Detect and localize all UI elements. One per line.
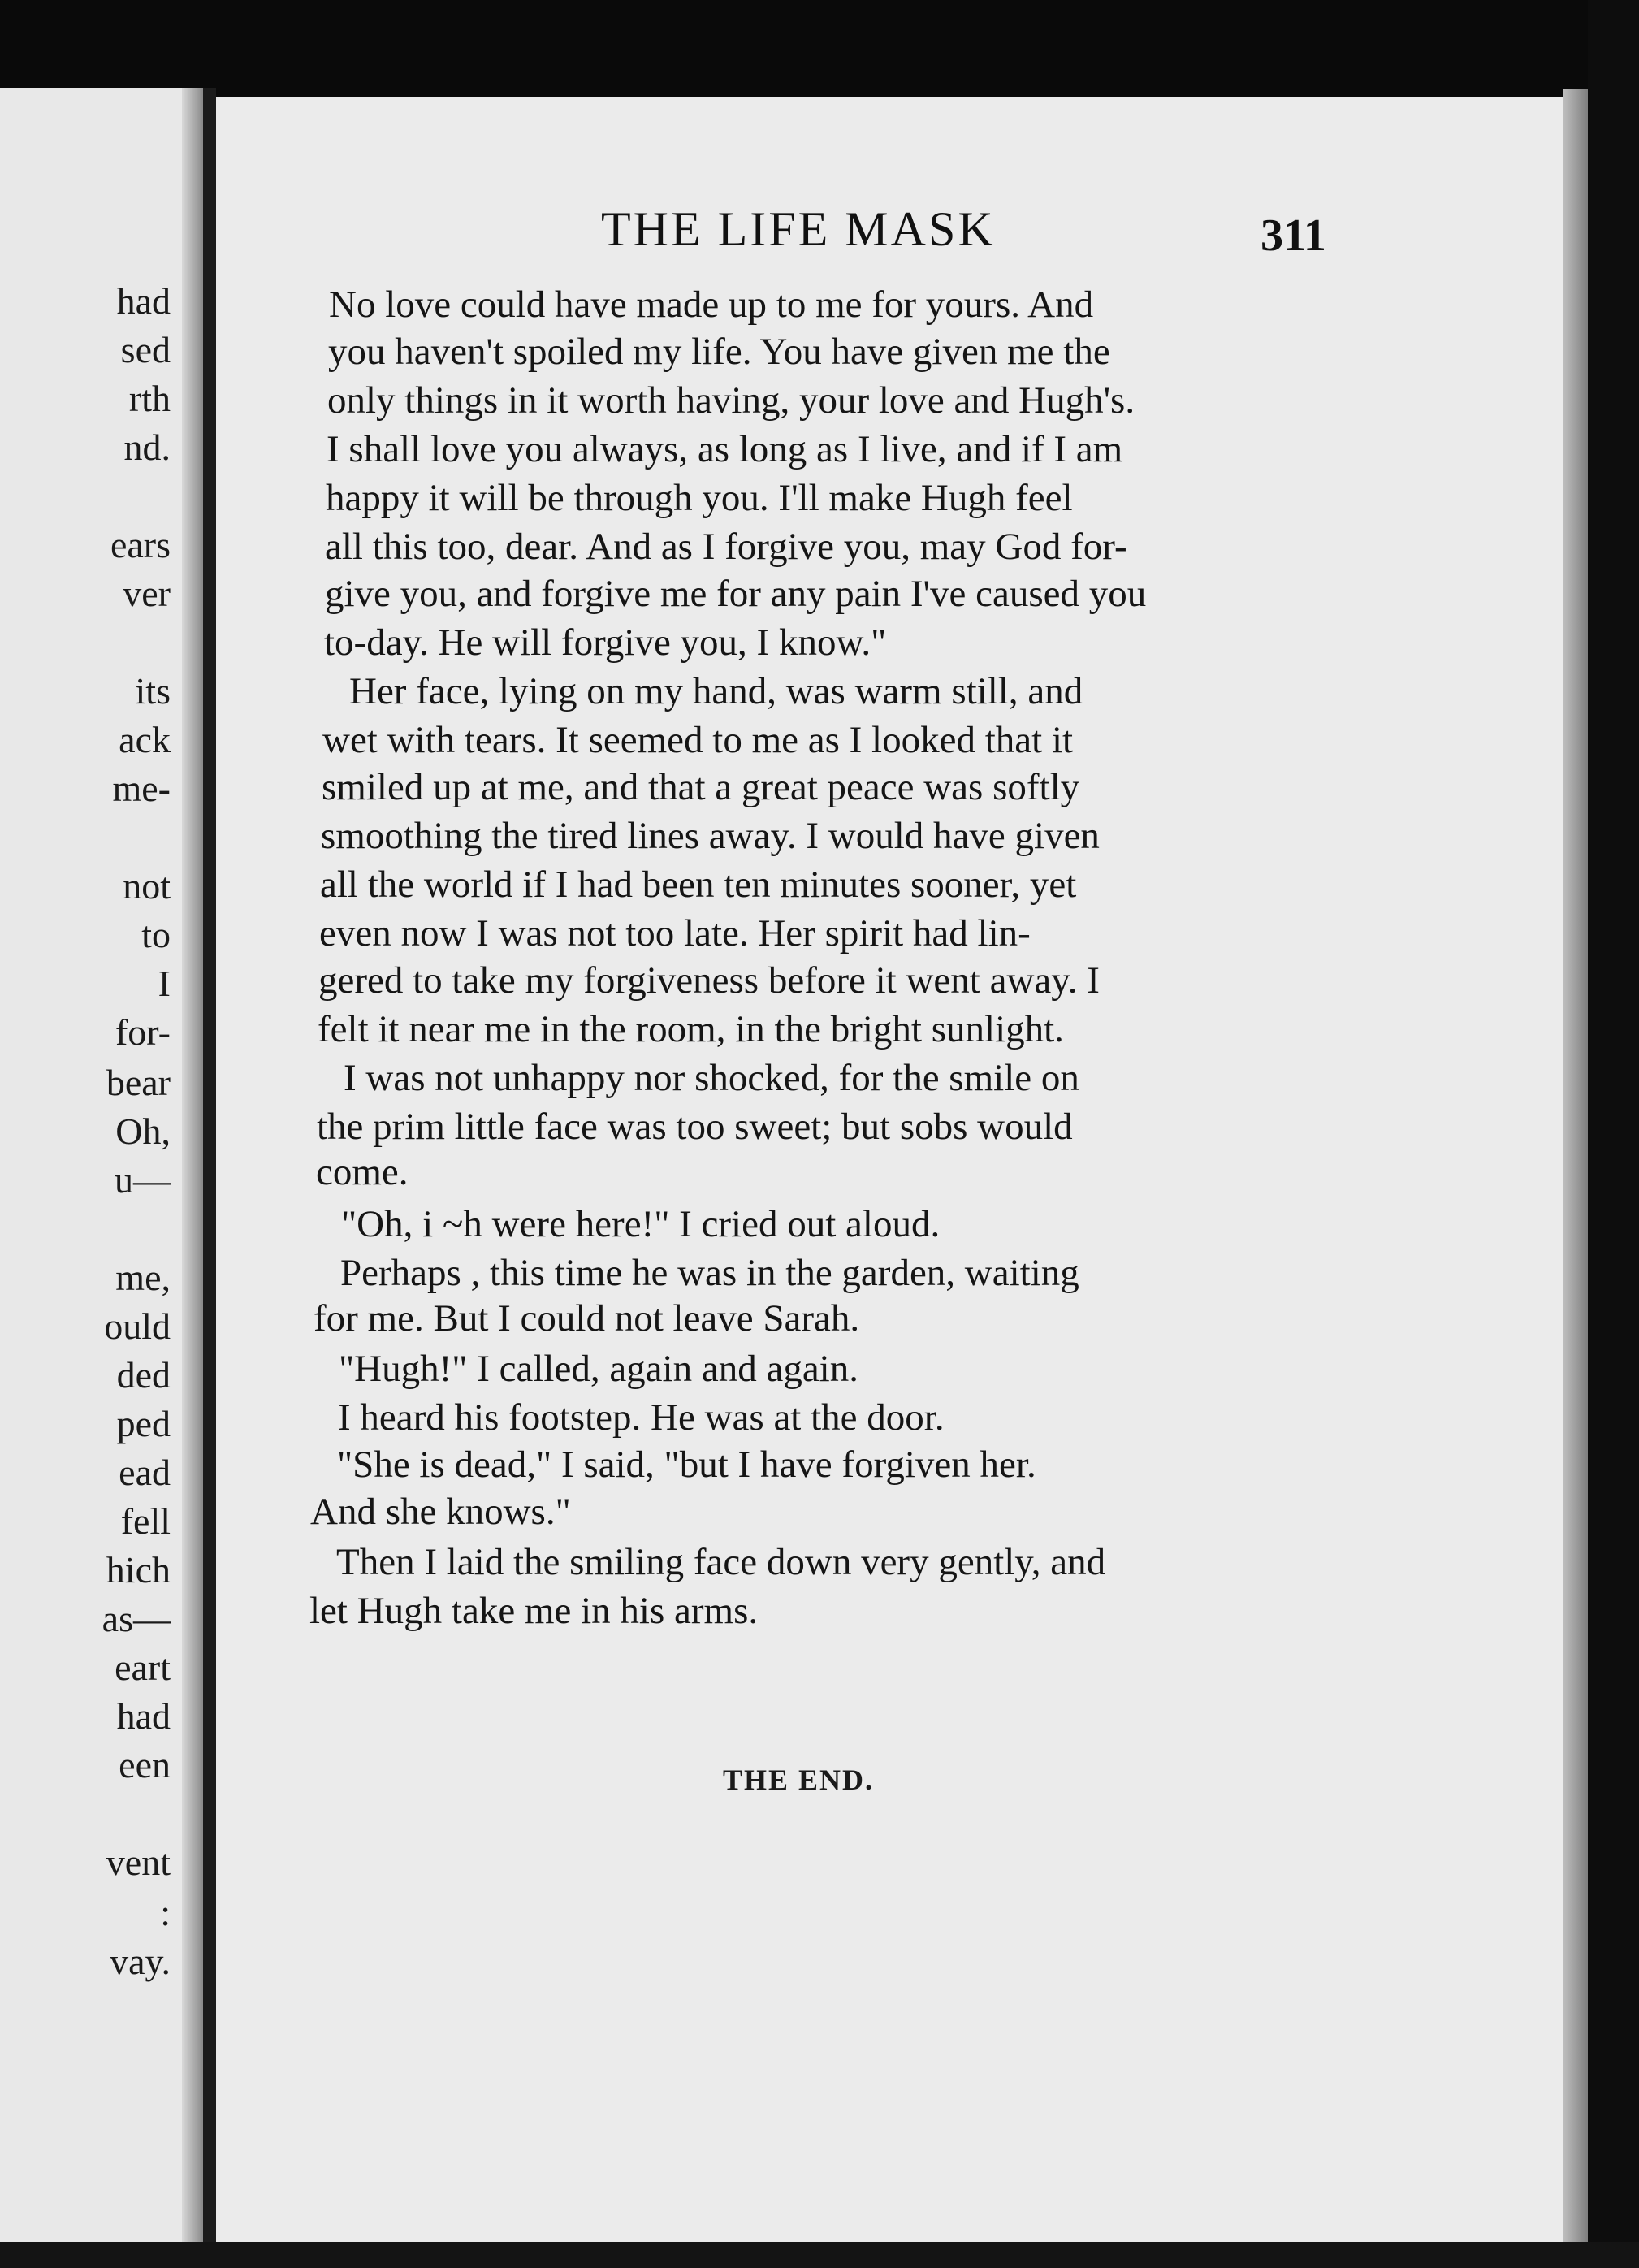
body-line: Then I laid the smiling face down very gently, and xyxy=(336,1541,1106,1583)
body-line: smoothing the tired lines away. I would have given xyxy=(321,815,1100,857)
previous-page-line: vay. xyxy=(110,1941,171,1982)
body-line: No love could have made up to me for yours. And xyxy=(329,284,1094,326)
body-line: I heard his footstep. He was at the door. xyxy=(338,1396,945,1439)
previous-page-line: ded xyxy=(116,1354,171,1396)
previous-page-line: rth xyxy=(128,378,171,419)
body-line: "Hugh!" I called, again and again. xyxy=(339,1348,858,1390)
previous-page-line: not xyxy=(123,865,171,907)
previous-page-line: een xyxy=(119,1744,171,1785)
previous-page-line: : xyxy=(160,1892,171,1933)
previous-page-line: had xyxy=(116,1695,171,1737)
body-line: you haven't spoiled my life. You have given me the xyxy=(328,331,1110,373)
previous-page-line: nd. xyxy=(123,426,171,468)
body-line: to-day. He will forgive you, I know." xyxy=(324,621,887,664)
previous-page-line: Oh, xyxy=(115,1110,171,1152)
previous-page-line: me- xyxy=(112,768,171,809)
end-mark: THE END. xyxy=(723,1764,875,1796)
body-line: felt it near me in the room, in the bright sunlight. xyxy=(318,1008,1064,1050)
body-line: gered to take my forgiveness before it went away. I xyxy=(318,959,1100,1002)
body-line: give you, and forgive me for any pain I've caused you xyxy=(325,573,1147,615)
body-line: even now I was not too late. Her spirit had lin- xyxy=(319,912,1031,954)
body-line: all the world if I had been ten minutes sooner, yet xyxy=(320,863,1077,906)
previous-page-line: I xyxy=(158,963,171,1004)
body-line: And she knows." xyxy=(310,1491,571,1533)
scan-frame-top xyxy=(0,0,1639,97)
previous-page-line: bear xyxy=(106,1062,171,1103)
previous-page-line: me, xyxy=(115,1257,171,1298)
body-line: "Oh, i ~h were here!" I cried out aloud. xyxy=(341,1203,941,1245)
body-line: happy it will be through you. I'll make Hugh feel xyxy=(326,477,1073,519)
previous-page-line: vent xyxy=(106,1842,171,1883)
previous-page-line: hich xyxy=(106,1549,171,1591)
page-divider xyxy=(203,88,216,2268)
previous-page-line: ead xyxy=(119,1452,171,1493)
previous-page-line: fell xyxy=(120,1500,171,1542)
gutter-shadow xyxy=(182,88,203,2249)
body-line: "She is dead," I said, "but I have forgiven her. xyxy=(337,1443,1036,1486)
previous-page-line: sed xyxy=(120,329,171,370)
previous-page-line: u— xyxy=(115,1159,171,1201)
running-head-title: THE LIFE MASK xyxy=(601,202,996,256)
previous-page-line: to xyxy=(141,914,171,955)
body-line: I shall love you always, as long as I live, and if I am xyxy=(327,428,1123,470)
body-line: let Hugh take me in his arms. xyxy=(309,1590,759,1632)
body-line: only things in it worth having, your love and Hugh's. xyxy=(327,379,1135,422)
previous-page-line: ver xyxy=(123,573,171,614)
body-line: I was not unhappy nor shocked, for the smile on xyxy=(344,1057,1079,1099)
previous-page-line: eart xyxy=(115,1647,171,1688)
body-line: the prim little face was too sweet; but sobs would xyxy=(317,1106,1073,1148)
body-line: wet with tears. It seemed to me as I looked that it xyxy=(322,719,1074,761)
body-line: smiled up at me, and that a great peace was softly xyxy=(322,766,1080,808)
previous-page-line: had xyxy=(116,280,171,322)
previous-page-line: ould xyxy=(104,1305,171,1347)
previous-page-line: ack xyxy=(119,719,171,760)
scan-frame-bottom xyxy=(0,2242,1639,2268)
previous-page-line: as— xyxy=(102,1598,171,1639)
page-number: 311 xyxy=(1261,210,1326,261)
body-line: all this too, dear. And as I forgive you, may God for- xyxy=(325,526,1127,568)
body-line: for me. But I could not leave Sarah. xyxy=(314,1297,860,1340)
body-line: Her face, lying on my hand, was warm still, and xyxy=(349,670,1083,712)
previous-page-line: ears xyxy=(110,524,171,565)
scan-frame-right xyxy=(1588,0,1639,2268)
previous-page-line: its xyxy=(135,670,171,712)
previous-page-line: ped xyxy=(116,1403,171,1444)
previous-page-line: for- xyxy=(115,1011,171,1053)
body-line: Perhaps , this time he was in the garden, waiting xyxy=(340,1252,1079,1294)
body-line: come. xyxy=(316,1151,409,1193)
